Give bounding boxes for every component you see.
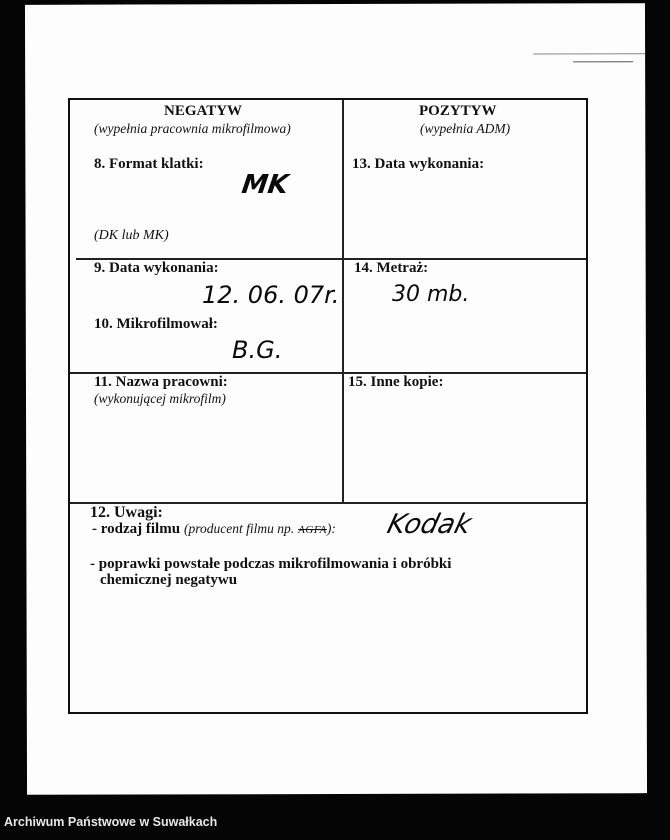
negatyw-data-wykonania-value[interactable]: 12. 06. 07r. [202, 281, 340, 309]
microfilm-form [68, 98, 588, 714]
column-divider [342, 100, 344, 504]
film-type-hint-suffix: ): [326, 521, 336, 536]
format-klatki-value[interactable]: MK [239, 170, 291, 200]
pozytyw-subtitle: (wypełnia ADM) [420, 121, 511, 136]
metraz-label: 14. Metraż: [354, 260, 429, 276]
negatyw-subtitle: (wypełnia pracownia mikrofilmowa) [94, 121, 291, 136]
mikrofilmowal-value[interactable]: B.G. [232, 336, 283, 364]
format-klatki-hint: (DK lub MK) [94, 228, 169, 243]
inne-kopie-label: 15. Inne kopie: [348, 374, 444, 390]
film-type-row [92, 520, 336, 538]
metraz-value[interactable]: 30 mb. [392, 282, 470, 307]
negatyw-data-wykonania-label: 9. Data wykonania: [94, 260, 219, 276]
corrections-line-1: - poprawki powstałe podczas mikrofilmowania i obróbki [90, 556, 452, 572]
film-type-label: - rodzaj filmu [92, 521, 181, 537]
scan-artifact-line [573, 61, 633, 62]
corrections-line-2: chemicznej negatywu [100, 572, 238, 588]
pozytyw-data-wykonania-label: 13. Data wykonania: [352, 156, 485, 172]
negatyw-title: NEGATYW [164, 103, 243, 119]
uwagi-label: 12. Uwagi: [90, 504, 163, 521]
pozytyw-title: POZYTYW [419, 103, 497, 119]
mikrofilmowal-label: 10. Mikrofilmował: [94, 316, 218, 332]
nazwa-pracowni-hint: (wykonującej mikrofilm) [94, 391, 226, 406]
format-klatki-label: 8. Format klatki: [94, 156, 204, 172]
scan-artifact-line [533, 53, 645, 54]
archive-name: Archiwum Państwowe w Suwałkach [4, 815, 218, 829]
nazwa-pracowni-label: 11. Nazwa pracowni: [94, 374, 228, 390]
film-type-hint-prefix: (producent filmu np. [184, 521, 295, 536]
film-type-value[interactable]: Kodak [384, 509, 475, 540]
film-type-hint-example: AGFA [298, 524, 327, 536]
